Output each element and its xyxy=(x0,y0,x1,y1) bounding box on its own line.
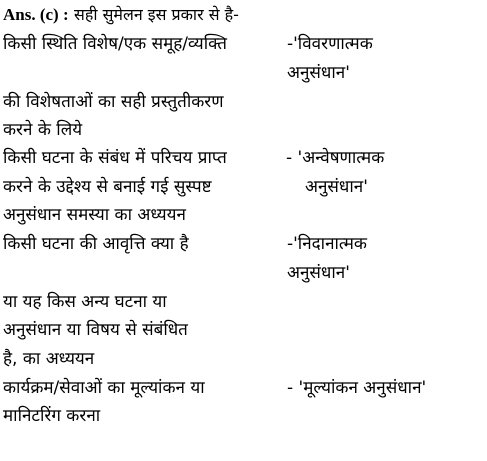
row-3-left-line-4: है, का अध्ययन xyxy=(3,349,95,369)
row-3-left-line-1: किसी घटना की आवृत्ति क्या है xyxy=(3,234,189,254)
row-2-right-line-2: अनुसंधान' xyxy=(305,177,368,197)
answer-intro: सही सुमेलन इस प्रकार से है- xyxy=(74,5,239,24)
row-2-left-line-2: करने के उद्देश्य से बनाई गई सुस्पष्ट xyxy=(3,177,212,197)
row-2-left-line-3: अनुसंधान समस्या का अध्ययन xyxy=(3,205,186,225)
row-1-right-line-2: अनुसंधान' xyxy=(287,63,350,83)
row-2-left-line-1: किसी घटना के संबंध में परिचय प्राप्त xyxy=(3,148,227,168)
row-3-right-line-2: अनुसंधान' xyxy=(287,263,350,283)
answer-label: Ans. (c) : xyxy=(3,5,69,24)
row-4-left-line-1: कार्यक्रम/सेवाओं का मूल्यांकन या xyxy=(3,378,205,398)
row-4-left-line-2: मानिटरिंग करना xyxy=(3,406,101,426)
row-4-right-line-1: - 'मूल्यांकन अनुसंधान' xyxy=(287,378,427,398)
row-1-left-line-1: किसी स्थिति विशेष/एक समूह/व्यक्ति xyxy=(3,34,227,54)
row-2-right-line-1: - 'अन्वेषणात्मक xyxy=(286,148,385,168)
row-3-left-line-2: या यह किस अन्य घटना या xyxy=(3,292,167,312)
row-1-left-line-2: की विशेषताओं का सही प्रस्तुतीकरण xyxy=(3,92,224,112)
row-1-left-line-3: करने के लिये xyxy=(3,120,83,140)
row-3-left-line-3: अनुसंधान या विषय से संबंधित xyxy=(3,320,188,340)
row-3-right-line-1: -'निदानात्मक xyxy=(287,234,367,254)
row-1-right-line-1: -'विवरणात्मक xyxy=(287,34,373,54)
answer-header xyxy=(3,4,239,26)
